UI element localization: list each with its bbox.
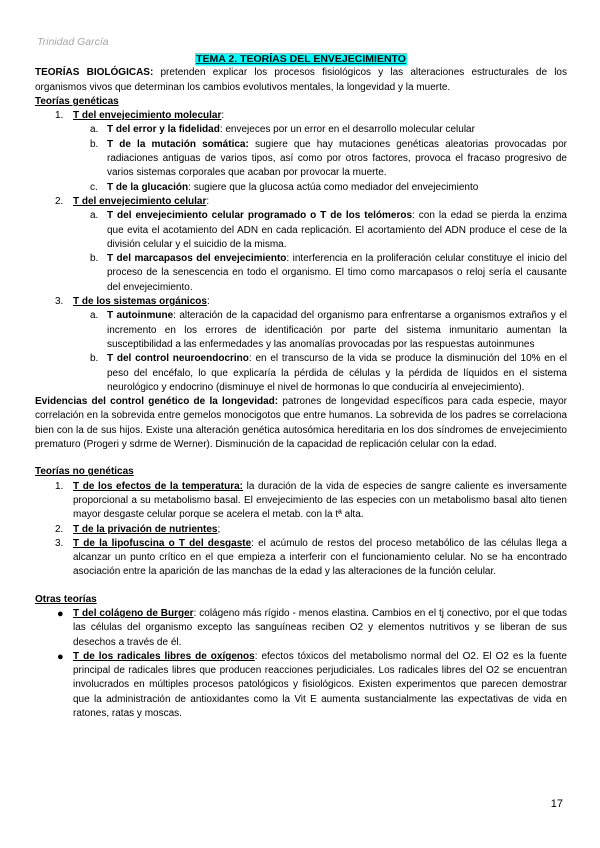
list-item: ● T del colágeno de Burger: colágeno más rígido - menos elastina. Cambios en el tj conectivo, por el que todas las células del organismo excepto las sanguíneas reciben O2 y elementos nutritivos y se liberan de sus desechos a través de él.: [57, 607, 567, 648]
genetic-list: [35, 195, 567, 209]
list-item: 3. T de la lipofuscina o T del desgaste: el acúmulo de restos del proceso metabólico de las células llega a alcanzar un punto crítico en el que empieza a interferir con el funcionamiento celular. No se ha encontrado asociación entre la aparición de las manchas de la edad y las alteraciones de la función celular.: [55, 537, 567, 578]
other-heading: Otras teorías: [35, 593, 97, 605]
bullet-icon: ●: [57, 607, 64, 620]
evidence-paragraph: Evidencias del control genético de la longevidad: patrones de longevidad específicos para cada especie, mayor correlación en la sobrevida entre gemelos monocigotos que entre humanos. La sobrevida de los padres se correlaciona bien con la de sus hijos. Existe una alteración genética autosómica hereditaria en los dos síndromes de envejecimiento prematuro (Progeri y sdrme de Werner). Disminución de la capacidad de replicación celular con la edad.: [35, 396, 567, 451]
genetic-heading: Teorías genéticas: [35, 95, 119, 107]
page-title: TEMA 2. TEORÍAS DEL ENVEJECIMIENTO: [196, 53, 406, 65]
list-item: a. T autoinmune: alteración de la capacidad del organismo para enfrentarse a organismos extraños y el incremento en los errores de identificación por parte del sistema inmunitario aumentan la susceptibilidad a las enfermedades y las anomalías provocadas por las respuestas autoinmunes: [90, 310, 567, 350]
sublist: [35, 309, 567, 395]
genetic-list: [35, 295, 567, 309]
list-item: 1. T del envejecimiento molecular:: [55, 110, 225, 122]
list-item: 2. T del envejecimiento celular:: [55, 195, 210, 207]
document-body: [35, 52, 567, 721]
list-item: b. T del control neuroendocrino: en el transcurso de la vida se produce la disminución del 10% en el peso del encéfalo, lo que explicaría la pérdida de células y la pérdida de líquidos en el sistema neurológico y endocrino (disminuye el nivel de hormonas lo que conduciría al envejecimiento).: [90, 353, 567, 393]
bullet-icon: ●: [57, 650, 64, 663]
page-number: 17: [550, 798, 563, 810]
list-item: b. T del marcapasos del envejecimiento: interferencia en la proliferación celular constituye el inicio del proceso de la senescencia en todo el organismo. El timo como marcapasos o reloj sería el causante del envejecimiento.: [90, 253, 567, 293]
list-item: 3. T de los sistemas orgánicos:: [55, 296, 210, 308]
list-item: c. T de la glucación: sugiere que la glucosa actúa como mediador del envejecimiento: [90, 181, 479, 193]
author-header: Trinidad García: [37, 36, 109, 48]
list-item: ● T de los radicales libres de oxígenos: efectos tóxicos del metabolismo normal del O2. El O2 es la fuente principal de radicales libres que producen reacciones perjudiciales. Los radicales libres del O2 se encuentran involucrados en múltiples procesos patológicos y fisiológicos. Existen experimentos que parecen demostrar que la administración de antioxidantes como la Vit E aumenta sustancialmente las expectativas de vida en ratones, ratas y moscas.: [57, 650, 567, 720]
nongenetic-list: [35, 480, 567, 580]
list-item: a. T del envejecimiento celular programado o T de los telómeros: con la edad se pierda la enzima que evita el acotamiento del ADN en cada replicación. El acortamiento del ADN produce el cese de la división celular y el suicidio de la misma.: [90, 210, 567, 250]
list-item: b. T de la mutación somática: sugiere que hay mutaciones genéticas aleatorias provocadas por radiaciones antiguas de varios tipos, así como por otros factores, provoca el fracaso progresivo de varios sistemas corporales que acaban por provocar la muerte.: [90, 138, 567, 179]
list-item: a. T del error y la fidelidad: envejeces por un error en el desarrollo molecular celular: [90, 124, 475, 136]
other-list: [35, 607, 567, 721]
genetic-list: [35, 109, 567, 123]
intro-paragraph: TEORÍAS BIOLÓGICAS: pretenden explicar los procesos fisiológicos y las alteraciones estructurales de los organismos vivos que determinan los cambios evolutivos mentales, la longevidad y la muerte.: [35, 67, 567, 93]
list-item: 2. T de la privación de nutrientes;: [55, 523, 221, 535]
sublist: [35, 123, 567, 194]
sublist: [35, 209, 567, 295]
nongenetic-heading: Teorías no genéticas: [35, 466, 134, 478]
list-item: 1. T de los efectos de la temperatura: la duración de la vida de especies de sangre caliente es inversamente proporcional a su metabolismo basal. El envejecimiento de las especies con un metabolismo basal alto tienen mayor desgaste celular porque se acelera el metab. con la tª alta.: [55, 480, 567, 521]
